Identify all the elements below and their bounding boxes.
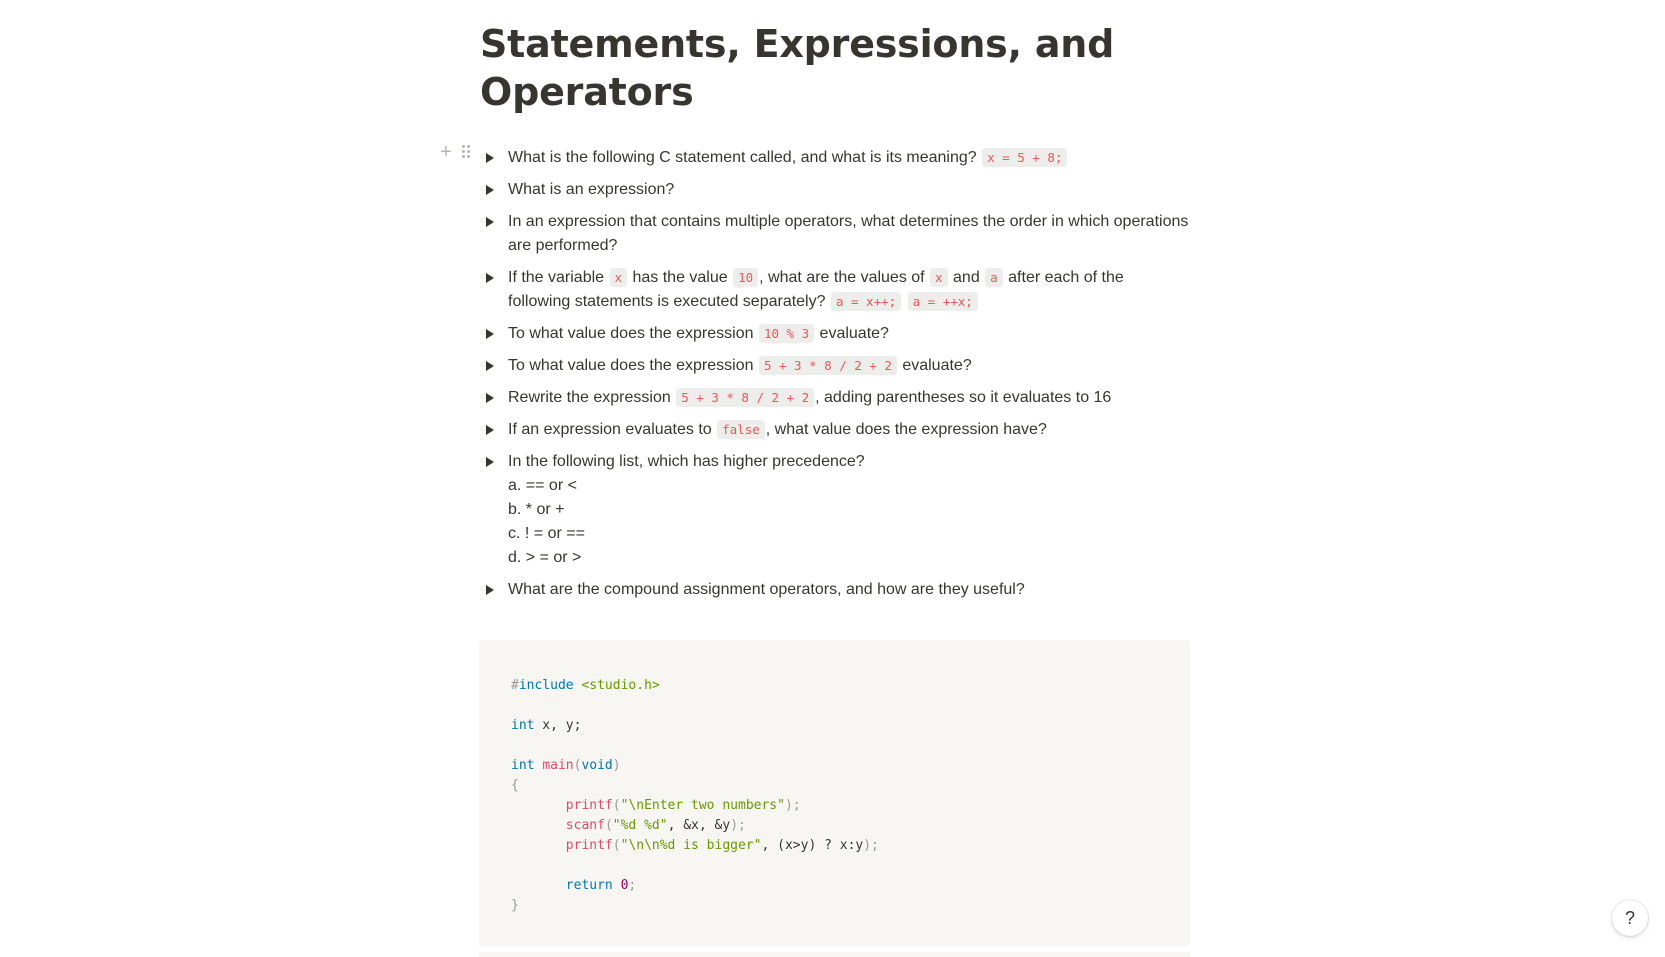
code-token: <studio.h> xyxy=(573,678,660,693)
page-content xyxy=(480,0,1190,610)
precedence-line: b. * or + xyxy=(508,501,565,518)
code-token: void xyxy=(581,758,613,773)
code-token: # xyxy=(511,678,519,693)
code-token: "\n\n%d is bigger" xyxy=(620,838,762,853)
toggle-triangle-icon[interactable] xyxy=(486,585,494,595)
toggle-text: after each of the following statements is executed separately? xyxy=(508,269,1124,310)
code-token: "%d %d" xyxy=(612,818,668,833)
block-handles xyxy=(438,141,478,168)
code-token: "\nEnter two numbers" xyxy=(620,798,785,813)
code-token: , (x>y) ? x:y xyxy=(761,838,864,853)
code-token: printf xyxy=(565,838,613,853)
drag-handle-icon[interactable] xyxy=(462,144,472,160)
precedence-line: c. ! = or == xyxy=(508,525,585,542)
toggle-text: and xyxy=(948,269,985,286)
help-button[interactable]: ? xyxy=(1612,900,1648,936)
toggle-list xyxy=(480,146,1190,602)
code-token: } xyxy=(511,898,519,913)
toggle-text: evaluate? xyxy=(815,325,889,342)
code-content: #include <studio.h> int x, y; int main(void) { printf("\nEnter two numbers"); scanf("%d %d", &x, &y); printf("\n\n%d is bigger", (x>y) ? x:y); return 0; } xyxy=(511,678,879,913)
page-title[interactable]: Statements, Expressions, and Operators xyxy=(480,22,1115,114)
toggle-triangle-icon[interactable] xyxy=(486,153,494,163)
inline-code: 10 % 3 xyxy=(759,324,814,343)
inline-code: 5 + 3 * 8 / 2 + 2 xyxy=(676,388,814,407)
code-token: printf xyxy=(565,798,613,813)
inline-code: a = ++x; xyxy=(908,292,978,311)
inline-code: 5 + 3 * 8 / 2 + 2 xyxy=(759,356,897,375)
toggle-triangle-icon[interactable] xyxy=(486,457,494,467)
code-token: scanf xyxy=(565,818,605,833)
toggle-triangle-icon[interactable] xyxy=(486,185,494,195)
code-token: int xyxy=(511,718,535,733)
toggle-item[interactable] xyxy=(480,322,1190,346)
code-token: { xyxy=(511,778,519,793)
precedence-line: a. == or < xyxy=(508,477,577,494)
code-token: 0 xyxy=(620,878,629,893)
toggle-text: If the variable xyxy=(508,269,609,286)
code-token: return xyxy=(565,878,613,893)
toggle-triangle-icon[interactable] xyxy=(486,425,494,435)
toggle-triangle-icon[interactable] xyxy=(486,329,494,339)
add-block-icon[interactable]: + xyxy=(440,141,452,163)
toggle-text: In the following list, which has higher precedence? xyxy=(508,453,865,470)
toggle-item[interactable] xyxy=(480,354,1190,378)
code-token: main xyxy=(542,758,574,773)
toggle-item[interactable] xyxy=(480,146,1190,170)
toggle-triangle-icon[interactable] xyxy=(486,217,494,227)
toggle-text: What is an expression? xyxy=(508,181,675,198)
inline-code: x xyxy=(930,268,948,287)
toggle-text: What are the compound assignment operators, and how are they useful? xyxy=(508,581,1025,598)
toggle-text: Rewrite the expression xyxy=(508,389,676,406)
toggle-triangle-icon[interactable] xyxy=(486,393,494,403)
code-token: , &x, &y xyxy=(667,818,731,833)
toggle-item[interactable] xyxy=(480,418,1190,442)
toggle-triangle-icon[interactable] xyxy=(486,273,494,283)
toggle-item[interactable] xyxy=(480,178,1190,202)
toggle-text: , what are the values of xyxy=(759,269,930,286)
code-token: include xyxy=(518,678,574,693)
toggle-text: has the value xyxy=(628,269,733,286)
inline-code: x xyxy=(610,268,628,287)
inline-code: a xyxy=(985,268,1003,287)
inline-code: x = 5 + 8; xyxy=(982,148,1067,167)
toggle-item[interactable] xyxy=(480,450,1190,570)
inline-code: false xyxy=(717,420,765,439)
toggle-text: What is the following C statement called, and what is its meaning? xyxy=(508,149,982,166)
toggle-text: evaluate? xyxy=(897,357,972,374)
toggle-text: To what value does the expression xyxy=(508,325,758,342)
toggle-item[interactable] xyxy=(480,386,1190,410)
toggle-text: In an expression that contains multiple operators, what determines the order in which operations are performed? xyxy=(508,213,1189,254)
next-code-block[interactable] xyxy=(479,952,1190,957)
toggle-text: , adding parentheses so it evaluates to 16 xyxy=(815,389,1112,406)
toggle-text: If an expression evaluates to xyxy=(508,421,717,438)
code-token: x, y; xyxy=(534,718,582,733)
toggle-item[interactable] xyxy=(480,266,1190,314)
toggle-triangle-icon[interactable] xyxy=(486,361,494,371)
precedence-line: d. > = or > xyxy=(508,549,582,566)
inline-code: 10 xyxy=(733,268,758,287)
toggle-text: , what value does the expression have? xyxy=(765,421,1047,438)
inline-code: a = x++; xyxy=(831,292,901,311)
toggle-item[interactable] xyxy=(480,578,1190,602)
toggle-text: To what value does the expression xyxy=(508,357,758,374)
code-token: int xyxy=(511,758,535,773)
toggle-item[interactable] xyxy=(480,210,1190,258)
code-block[interactable] xyxy=(479,640,1190,946)
